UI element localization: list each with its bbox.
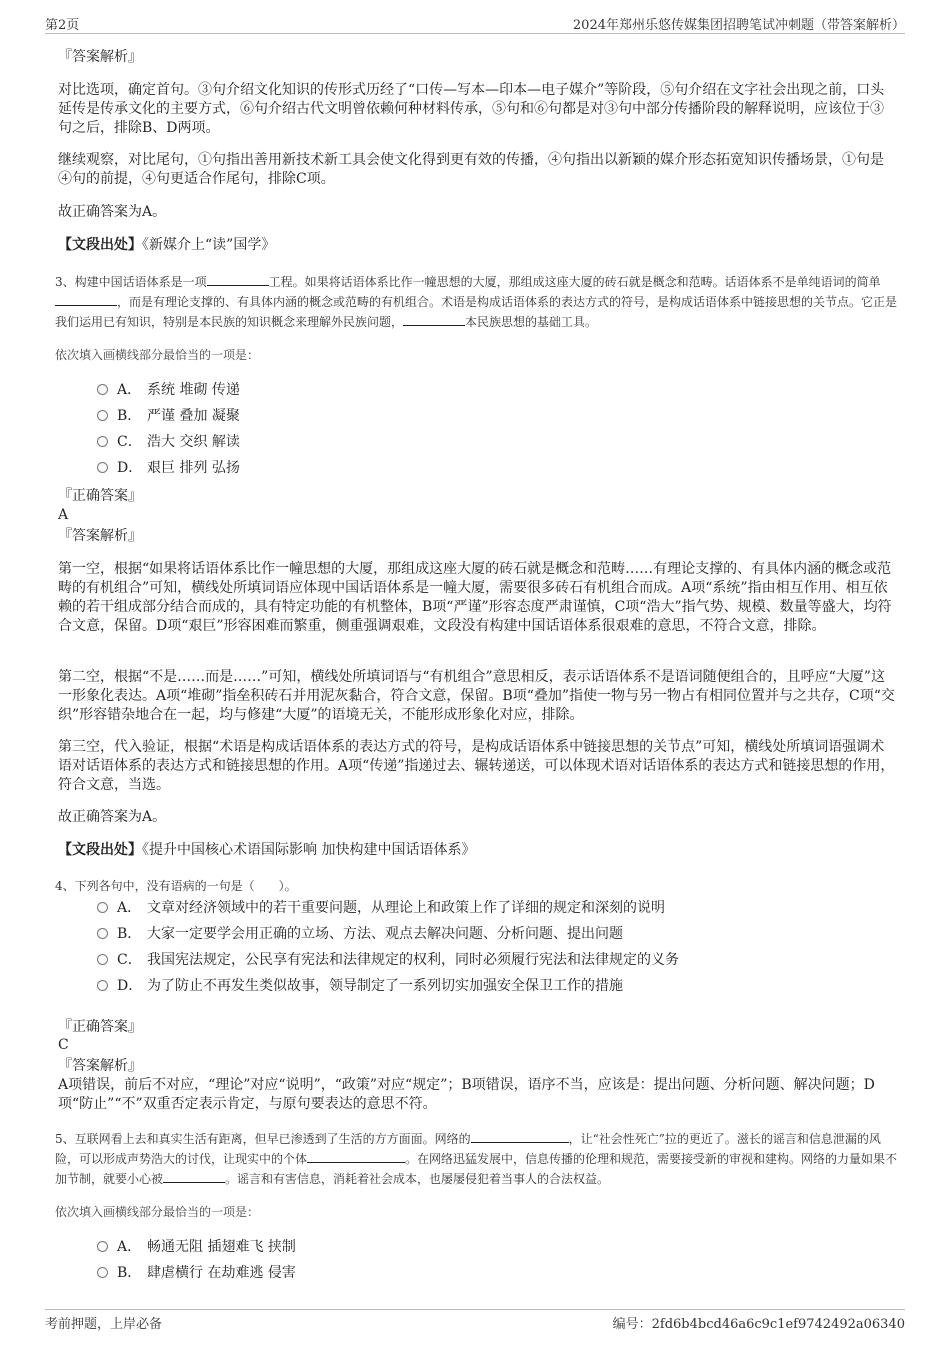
option-letter: A．	[117, 1239, 142, 1255]
q4-stem: 4、下列各句中，没有语病的一句是（ ）。	[55, 879, 297, 893]
source-text: 《提升中国核心术语国际影响 加快构建中国话语体系》	[142, 842, 476, 858]
q3-answer: A	[58, 507, 69, 523]
option-text: 为了防止不再发生类似故事，领导制定了一系列切实加强安全保卫工作的措施	[147, 978, 623, 994]
radio-icon[interactable]	[97, 436, 108, 447]
option-text: 文章对经济领域中的若干重要问题，从理论上和政策上作了详细的规定和深刻的说明	[147, 900, 665, 916]
source-label: 【文段出处】	[58, 237, 142, 253]
radio-icon[interactable]	[97, 902, 108, 913]
option-text: 肆虐横行 在劫难逃 侵害	[147, 1265, 296, 1281]
q3-option-d[interactable]	[97, 458, 240, 478]
q3-answer-label: 『正确答案』	[58, 488, 142, 504]
option-letter: B．	[117, 926, 142, 942]
q5-blank-1	[471, 1130, 569, 1143]
q5-stem-part2: ，让“社会性死亡”拉的更近了。滋长的谣言和信息泄漏的风险，可以形成声势浩大的讨伐，让现实中的个体	[55, 1132, 881, 1166]
option-letter: C．	[117, 952, 142, 968]
q3-option-c[interactable]	[97, 432, 240, 452]
q5-option-a[interactable]	[97, 1237, 296, 1257]
page-number: 第2页	[45, 18, 80, 33]
option-text: 艰巨 排列 弘扬	[147, 460, 240, 476]
q3-analysis-p3: 第三空，代入验证，根据“术语是构成话语体系的表达方式的符号，是构成话语体系中链接思想的关节点”可知，横线处所填词语强调术语对话语体系的表达方式和链接思想的作用。A项“传递”指递过去、辗转递送，可以体现术语对话语体系的表达方式和链接思想的作用，符合文意，当选。	[58, 739, 895, 793]
q3-option-a[interactable]	[97, 380, 240, 400]
source-text: 《新媒介上“读”国学》	[142, 237, 276, 253]
q3-analysis-p1: 第一空，根据“如果将话语体系比作一幢思想的大厦，那组成这座大厦的砖石就是概念和范畴……有理论支撑的、有具体内涵的概念或范畴的有机组合”可知，横线处所填词语应体现中国话语体系是一幢大厦，需要很多砖石有机组合而成。A项“系统”指由相互作用、相互依赖的若干组成部分结合而成的，具有特定功能的有机整体，B项“严谨”形容态度严肃谨慎，C项“浩大”指气势、规模、数量等盛大，均符合文意，保留。D项“艰巨”形容困难而繁重，侧重强调艰难，文段没有构建中国话语体系很艰难的意思，不符合文意，排除。	[58, 561, 892, 634]
option-letter: B．	[117, 1265, 142, 1281]
q3-stem	[55, 272, 898, 332]
document-id: 编号：2fd6b4bcd46a6c9c1ef9742492a06340	[612, 1317, 905, 1332]
option-text: 系统 堆砌 传递	[147, 382, 240, 398]
top-conclusion: 故正确答案为A。	[58, 204, 167, 220]
q4-option-a[interactable]	[97, 898, 665, 918]
q4-analysis: A项错误，前后不对应，“理论”对应“说明”，“政策”对应“规定”；B项错误，语序不当，应该是：提出问题、分析问题、解决问题；D项“防止”“不”双重否定表示肯定，与原句要表达的意思不符。	[58, 1077, 875, 1112]
option-text: 浩大 交织 解读	[147, 434, 240, 450]
q4-option-c[interactable]	[97, 950, 679, 970]
q5-stem	[55, 1129, 898, 1189]
option-letter: D．	[117, 460, 143, 476]
option-letter: B．	[117, 408, 142, 424]
top-source	[58, 236, 896, 255]
q5-stem-part1: 5、互联网看上去和真实生活有距离，但早已渗透到了生活的方方面面。网络的	[55, 1132, 471, 1146]
q5-blank-3	[163, 1170, 225, 1183]
q3-source	[58, 841, 896, 860]
option-text: 我国宪法规定，公民享有宪法和法律规定的权利，同时必须履行宪法和法律规定的义务	[147, 952, 679, 968]
q3-stem-part4: 本民族思想的基础工具。	[465, 315, 598, 329]
q4-option-b[interactable]	[97, 924, 623, 944]
top-analysis-label: 『答案解析』	[58, 49, 142, 65]
top-analysis-p1: 对比选项，确定首句。③句介绍文化知识的传形式历经了“口传—写本—印本—电子媒介”等阶段，⑤句介绍在文字社会出现之前，口头延传是传承文化的主要方式，⑥句介绍古代文明曾依赖何种材料传承，⑤句和⑥句都是对③句中部分传播阶段的解释说明，应该位于③句之后，排除B、D两项。	[58, 82, 885, 136]
q3-blank-1	[207, 273, 269, 286]
source-label: 【文段出处】	[58, 842, 142, 858]
q3-stem-part3: ，而是有理论支撑的、有具体内涵的概念或范畴的有机组合。术语是构成话语体系的表达方式的符号，是构成话语体系中链接思想的关节点。它正是我们运用已有知识，特别是本民族的知识概念来理解外民族问题，	[55, 295, 898, 329]
radio-icon[interactable]	[97, 928, 108, 939]
q4-analysis-label: 『答案解析』	[58, 1058, 142, 1074]
q5-stem-part3: 。在网络迅猛发展中，信息传播的伦理和规范，需要接受新的审视和建构。网络的力量如果不加节制，就要小心被	[55, 1152, 898, 1186]
option-text: 畅通无阻 插翅难飞 挟制	[147, 1239, 296, 1255]
radio-icon[interactable]	[97, 410, 108, 421]
q5-prompt: 依次填入画横线部分最恰当的一项是：	[55, 1205, 260, 1219]
q3-option-b[interactable]	[97, 406, 240, 426]
document-title: 2024年郑州乐悠传媒集团招聘笔试冲刺题（带答案解析）	[572, 18, 905, 33]
q4-answer-label: 『正确答案』	[58, 1019, 142, 1035]
page-header	[45, 14, 905, 34]
q5-stem-part4: 。谣言和有害信息，消耗着社会成本，也屡屡侵犯着当事人的合法权益。	[225, 1172, 610, 1186]
option-letter: A．	[117, 900, 142, 916]
footer-slogan: 考前押题，上岸必备	[45, 1317, 163, 1332]
q3-stem-part2: 工程。如果将话语体系比作一幢思想的大厦，那组成这座大厦的砖石就是概念和范畴。话语体系不是单纯语词的简单	[268, 275, 881, 289]
q4-option-d[interactable]	[97, 976, 623, 996]
option-text: 大家一定要学会用正确的立场、方法、观点去解决问题、分析问题、提出问题	[147, 926, 623, 942]
radio-icon[interactable]	[97, 1241, 108, 1252]
radio-icon[interactable]	[97, 1267, 108, 1278]
radio-icon[interactable]	[97, 954, 108, 965]
option-letter: D．	[117, 978, 143, 994]
q3-blank-2	[55, 293, 117, 306]
q3-conclusion: 故正确答案为A。	[58, 809, 167, 825]
q3-analysis-label: 『答案解析』	[58, 528, 142, 544]
footer-divider	[45, 1309, 905, 1310]
q5-blank-2	[307, 1150, 405, 1163]
q3-stem-part1: 3、构建中国话语体系是一项	[55, 275, 207, 289]
q3-prompt: 依次填入画横线部分最恰当的一项是：	[55, 348, 260, 362]
radio-icon[interactable]	[97, 462, 108, 473]
q3-analysis-p2: 第二空，根据“不是……而是……”可知，横线处所填词语与“有机组合”意思相反，表示话语体系不是语词随便组合的，且呼应“大厦”这一形象化表达。A项“堆砌”指垒积砖石并用泥灰黏合，符合文意，保留。B项“叠加”指使一物与另一物占有相同位置并与之共存，C项“交织”形容错杂地合在一起，均与修建“大厦”的语境无关，不能形成形象化对应，排除。	[58, 669, 895, 723]
option-letter: C．	[117, 434, 142, 450]
option-text: 严谨 叠加 凝聚	[147, 408, 240, 424]
radio-icon[interactable]	[97, 980, 108, 991]
option-letter: A．	[117, 382, 142, 398]
header-divider	[45, 33, 905, 34]
top-analysis-p2: 继续观察，对比尾句，①句指出善用新技术新工具会使文化得到更有效的传播，④句指出以新颖的媒介形态拓宽知识传播场景，①句是④句的前提，④句更适合作尾句，排除C项。	[58, 152, 884, 187]
q5-option-b[interactable]	[97, 1263, 296, 1283]
q3-blank-3	[403, 313, 465, 326]
radio-icon[interactable]	[97, 384, 108, 395]
q4-answer: C	[58, 1037, 69, 1053]
